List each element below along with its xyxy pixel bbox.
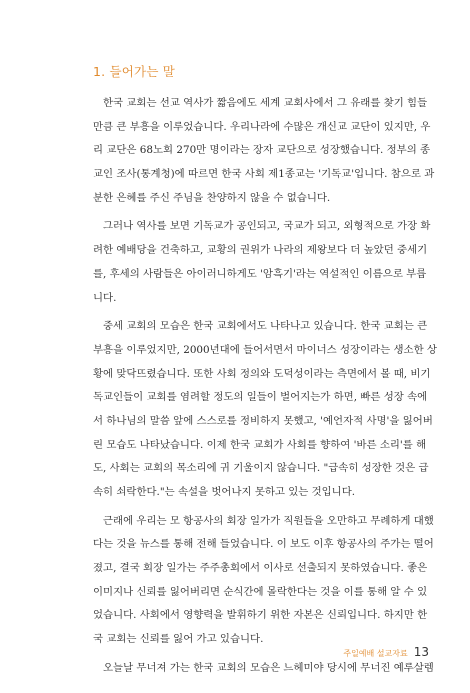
paragraph-line: 를, 후세의 사람들은 아이러니하게도 '암흑기'라는 역설적인 이름으로 부릅 — [93, 267, 427, 280]
footer-label: 주일예배 설교자료 — [343, 649, 408, 658]
paragraph — [93, 92, 435, 210]
paragraph-line: 도, 사회는 교회의 목소리에 귀 기울이지 않습니다. "급속히 성장한 것은 급 — [93, 462, 429, 475]
paragraph-line: 황에 맞닥뜨렸습니다. 또한 사회 정의와 도덕성이라는 측면에서 볼 때, 비기 — [93, 367, 431, 380]
paragraph-line: 오늘날 무너져 가는 한국 교회의 모습은 느헤미야 당시에 무너진 예루살렘 — [103, 661, 434, 674]
paragraph-line: 린 모습도 나타났습니다. 이제 한국 교회가 사회를 향하여 '바른 소리'를 해 — [93, 438, 427, 451]
paragraph-line: 근래에 우리는 모 항공사의 회장 일가가 직원들을 오만하고 무례하게 대했 — [103, 514, 434, 527]
paragraph-line: 그러나 역사를 보면 기독교가 공인되고, 국교가 되고, 외형적으로 가장 화 — [103, 220, 431, 233]
paragraph-line: 속히 쇠락한다."는 속설을 벗어나지 못하고 있는 것입니다. — [93, 486, 356, 498]
paragraph-line: 니다. — [93, 291, 117, 304]
paragraph-line: 리 교단은 68노회 270만 명이라는 장자 교단으로 성장했습니다. 정부의 종 — [93, 144, 431, 157]
paragraph — [93, 215, 431, 310]
paragraph-line: 한국 교회는 선교 역사가 짧음에도 세계 교회사에서 그 유래를 찾기 힘들 — [103, 97, 428, 109]
paragraph-line: 분한 은혜를 주신 주님을 찬양하지 않을 수 없습니다. — [93, 191, 331, 204]
paragraph-line: 중세 교회의 모습은 한국 교회에서도 나타나고 있습니다. 한국 교회는 큰 — [103, 320, 428, 333]
paragraph-line: 독교인들이 교회를 염려할 정도의 일들이 벌어지는가 하면, 빠른 성장 속에 — [93, 391, 428, 404]
paragraph-line: 교인 조사(통계청)에 따르면 한국 사회 제1종교는 '기독교'입니다. 참으로 과 — [93, 168, 435, 181]
paragraph-line: 었습니다. 사회에서 영향력을 발휘하기 위한 자본은 신뢰입니다. 하지만 한 — [93, 609, 428, 622]
paragraph-line: 졌고, 결국 회장 일가는 주주총회에서 이사로 선출되지 못하였습니다. 좋은 — [93, 562, 428, 575]
paragraph — [93, 657, 434, 681]
paragraph-line: 만큼 큰 부흥을 이루었습니다. 우리나라에 수많은 개신교 교단이 있지만, 우 — [93, 120, 431, 133]
section-heading: 1. 들어가는 말 — [93, 64, 176, 79]
paragraph-line: 이미지나 신뢰를 잃어버리면 순식간에 몰락한다는 것을 이를 통해 알 수 있 — [93, 585, 428, 598]
paragraph — [93, 315, 437, 505]
paragraph-line: 다는 것을 뉴스를 통해 전해 들었습니다. 이 보도 이후 항공사의 주가는 떨어 — [93, 538, 434, 551]
page-number: 13 — [413, 645, 429, 659]
paragraph-line: 국 교회는 신뢰를 잃어 가고 있습니다. — [93, 633, 264, 646]
paragraph-line: 려한 예배당을 건축하고, 교황의 권위가 나라의 제왕보다 더 높았던 중세기 — [93, 244, 428, 257]
page-footer — [343, 645, 429, 659]
paragraph-line: 부흥을 이루었지만, 2000년대에 들어서면서 마이너스 성장이라는 생소한 상 — [93, 343, 437, 356]
paragraph-line: 서 하나님의 말씀 앞에 스스로를 정비하지 못했고, '예언자적 사명'을 잃어버 — [93, 414, 433, 427]
